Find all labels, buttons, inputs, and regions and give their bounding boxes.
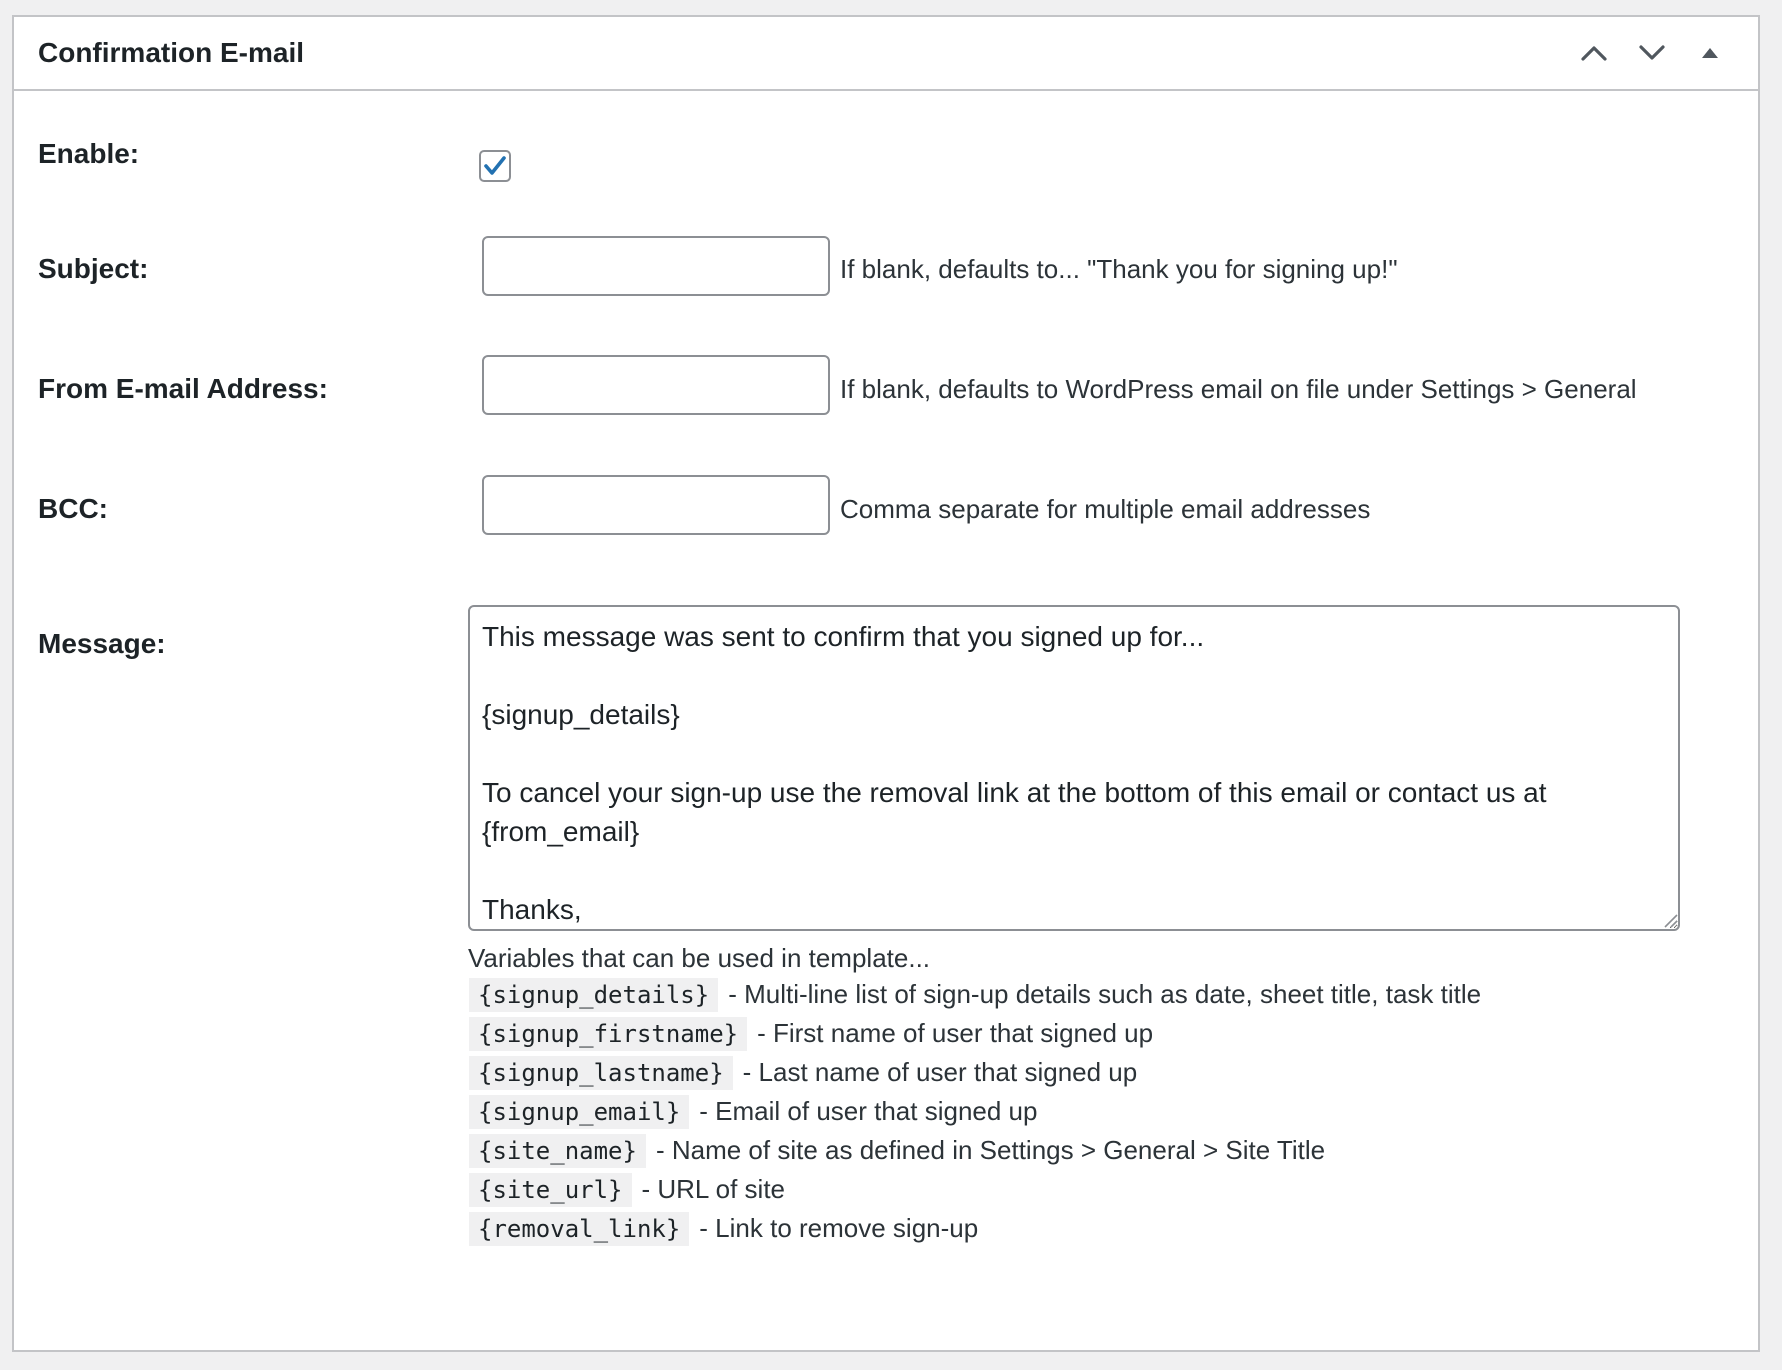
variable-description: - Link to remove sign-up (699, 1213, 979, 1243)
variable-item (469, 975, 1481, 1014)
variable-description: - URL of site (641, 1174, 786, 1204)
variable-item (469, 1053, 1481, 1092)
variable-item (469, 1131, 1481, 1170)
from-email-help: If blank, defaults to WordPress email on file under Settings > General (840, 374, 1637, 404)
variable-description: - Multi-line list of sign-up details such as date, sheet title, task title (728, 979, 1482, 1009)
variable-item (469, 1092, 1481, 1131)
subject-input[interactable] (482, 236, 830, 296)
chevron-down-icon (1639, 45, 1665, 61)
variable-description: - Last name of user that signed up (742, 1057, 1138, 1087)
variable-code: {signup_email} (469, 1095, 689, 1129)
message-textarea[interactable] (468, 605, 1680, 931)
message-label: Message: (38, 628, 166, 659)
from-email-label: From E-mail Address: (38, 373, 328, 404)
enable-label: Enable: (38, 138, 140, 169)
panel-header (14, 17, 1758, 91)
move-down-button[interactable] (1626, 27, 1678, 79)
subject-help: If blank, defaults to... "Thank you for signing up!" (840, 254, 1398, 284)
subject-label: Subject: (38, 253, 149, 284)
variable-item (469, 1209, 1481, 1248)
checkmark-icon (483, 155, 507, 177)
chevron-up-icon (1581, 45, 1607, 61)
variable-code: {site_url} (469, 1173, 632, 1207)
variable-description: - Name of site as defined in Settings > General > Site Title (655, 1135, 1326, 1165)
bcc-label: BCC: (38, 493, 108, 524)
variable-code: {site_name} (469, 1134, 646, 1168)
bcc-help: Comma separate for multiple email addresses (840, 494, 1371, 524)
enable-checkbox[interactable] (479, 150, 511, 182)
variables-list (469, 975, 1481, 1248)
from-email-input[interactable] (482, 355, 830, 415)
toggle-panel-button[interactable] (1684, 27, 1736, 79)
variable-code: {signup_firstname} (469, 1017, 747, 1051)
bcc-input[interactable] (482, 475, 830, 535)
variable-code: {removal_link} (469, 1212, 689, 1246)
panel-title: Confirmation E-mail (38, 37, 305, 68)
move-up-button[interactable] (1568, 27, 1620, 79)
resize-handle-icon[interactable] (1662, 912, 1678, 928)
variable-item (469, 1014, 1481, 1053)
variable-code: {signup_lastname} (469, 1056, 733, 1090)
variable-description: - First name of user that signed up (757, 1018, 1154, 1048)
variable-item (469, 1170, 1481, 1209)
panel-header-actions (1568, 27, 1736, 79)
variable-code: {signup_details} (469, 978, 718, 1012)
variables-intro: Variables that can be used in template... (468, 943, 931, 973)
variable-description: - Email of user that signed up (699, 1096, 1038, 1126)
triangle-up-icon (1701, 47, 1719, 59)
